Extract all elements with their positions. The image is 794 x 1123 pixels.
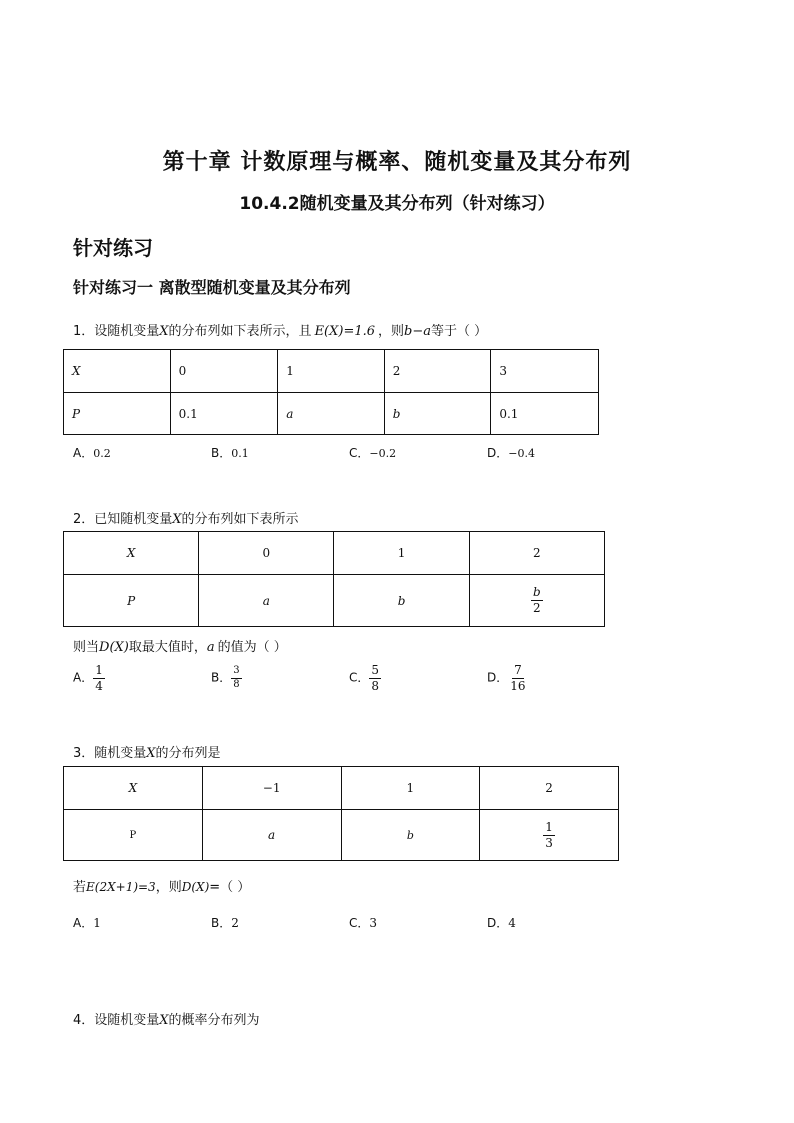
table-cell: P [64,575,199,627]
table-cell: 2 [384,350,491,393]
table-cell: a [278,393,385,435]
question-2-followup: 则当D(X)取最大值时，a 的值为（ ） [73,640,287,655]
table-row [64,767,619,810]
question-1-option-b[interactable]: B．0.1 [211,446,249,460]
question-3-option-c[interactable]: C．3 [349,916,378,930]
fraction: $\frac{1}{4}$ [95,663,103,693]
question-1-option-c[interactable]: C．−0.2 [349,446,397,460]
table-cell [480,810,619,861]
section-title: 10.4.2随机变量及其分布列（针对练习） [239,194,555,214]
table-cell: X [64,532,199,575]
table-cell [469,575,604,627]
question-3-followup: 若E(2X+1)=3，则D(X)=（ ） [73,880,251,895]
question-1-stem: 1．设随机变量X的分布列如下表所示，且 E(X)=1.6 ，则b−a等于（ ） [73,324,488,339]
subsection-heading: 针对练习一 离散型随机变量及其分布列 [73,278,351,297]
table-cell: X [64,350,171,393]
table-cell: 1 [341,767,480,810]
question-2-stem: 2．已知随机变量X的分布列如下表所示 [73,512,299,527]
chapter-title: 第十章 计数原理与概率、随机变量及其分布列 [162,150,632,175]
question-2-table [63,531,605,627]
fraction: $\frac{7}{16}$ [510,663,526,693]
question-2-option-b[interactable]: B． $\frac{3}{8}$ [211,665,240,690]
table-cell: 0 [199,532,334,575]
question-3-option-a[interactable]: A．1 [73,916,101,930]
question-2-option-d[interactable]: D． $\frac{7}{16}$ [487,663,526,693]
table-row [64,575,605,627]
question-3-table [63,766,619,861]
table-cell: P [64,810,203,861]
table-cell: 2 [480,767,619,810]
table-cell: −1 [202,767,341,810]
table-cell: P [64,393,171,435]
table-cell: 0 [170,350,278,393]
question-3-option-b[interactable]: B．2 [211,916,239,930]
table-cell: 0.1 [491,393,599,435]
question-2-option-c[interactable]: C． $\frac{5}{8}$ [349,663,380,693]
table-cell: 2 [469,532,604,575]
table-cell: 1 [278,350,385,393]
table-cell: b [384,393,491,435]
question-3-option-d[interactable]: D．4 [487,916,516,930]
table-cell: a [202,810,341,861]
table-row [64,810,619,861]
table-row [64,393,599,435]
fraction: $\frac{3}{8}$ [233,665,240,690]
question-1-table [63,349,599,435]
question-1-option-d[interactable]: D．−0.4 [487,446,535,460]
question-4-stem: 4．设随机变量X的概率分布列为 [73,1013,260,1028]
table-cell: 0.1 [170,393,278,435]
fraction: $\frac{1}{3}$ [545,819,553,850]
question-2-option-a[interactable]: A． $\frac{1}{4}$ [73,663,103,693]
question-1-condition: E(X)=1.6 [314,324,376,339]
question-3-stem: 3．随机变量X的分布列是 [73,746,221,761]
question-1-option-a[interactable]: A．0.2 [73,446,111,460]
question-1-expression: b−a [404,324,432,339]
table-cell: X [64,767,203,810]
fraction: $\frac{5}{8}$ [371,663,380,693]
section-heading: 针对练习 [73,236,153,260]
table-cell: b [341,810,480,861]
table-cell: b [334,575,469,627]
table-cell: 1 [334,532,469,575]
table-cell: a [199,575,334,627]
table-row [64,532,605,575]
table-cell: 3 [491,350,599,393]
table-row [64,350,599,393]
fraction: $\frac{b}{2}$ [533,585,541,615]
